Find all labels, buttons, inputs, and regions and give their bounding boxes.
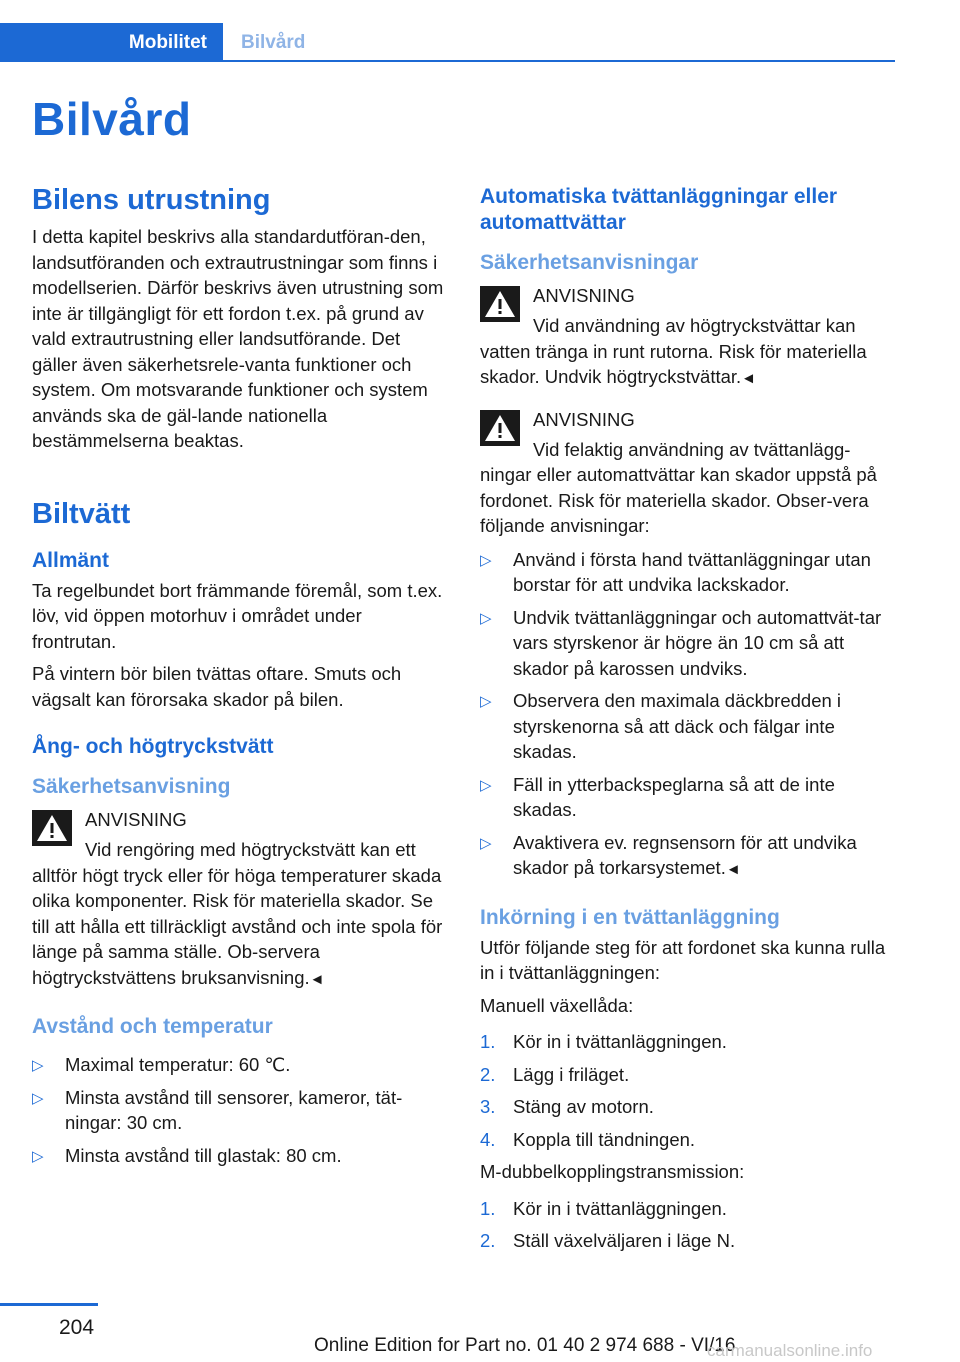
notice-label: ANVISNING bbox=[533, 285, 635, 306]
notice-label: ANVISNING bbox=[85, 809, 187, 830]
notice-text bbox=[480, 313, 895, 392]
notice-hogtryckstvattar bbox=[480, 284, 895, 392]
triangle-bullet-icon: ▷ bbox=[480, 609, 492, 627]
step-number: 1. bbox=[480, 1031, 496, 1052]
list-item bbox=[480, 830, 895, 883]
step-item bbox=[480, 1062, 895, 1088]
heading-sakerhetsanvisning: Säkerhetsanvisning bbox=[32, 775, 231, 798]
mdk-label: M-dubbelkopplingstransmission: bbox=[480, 1161, 745, 1182]
allmant-paragraph-2: På vintern bör bilen tvättas oftare. Smuts och vägsalt kan förorsaka skador på bilen. bbox=[32, 663, 402, 710]
end-marker: ◄ bbox=[309, 970, 325, 988]
triangle-bullet-icon: ▷ bbox=[480, 551, 492, 569]
page-title: Bilvård bbox=[32, 93, 192, 145]
notice-tvattanlaggningar bbox=[480, 408, 895, 539]
list-item bbox=[480, 772, 895, 823]
list-item-text: Minsta avstånd till glastak: 80 cm. bbox=[65, 1144, 342, 1166]
list-item bbox=[32, 1143, 447, 1169]
notice-body: Vid användning av högtryckstvättar kan vatten tränga in runt rutorna. Risk för materiella skador. Undvik högtryckstvättar. bbox=[480, 315, 867, 387]
tab-mobilitet[interactable]: Mobilitet bbox=[0, 23, 223, 62]
triangle-bullet-icon: ▷ bbox=[480, 834, 492, 852]
list-item bbox=[480, 605, 895, 682]
notice-label: ANVISNING bbox=[533, 408, 635, 430]
notice-text bbox=[32, 837, 447, 992]
step-number: 3. bbox=[480, 1096, 496, 1117]
allmant-paragraph-1: Ta regelbundet bort främmande föremål, som t.ex. löv, vid öppen motorhuv i området under frontrutan. bbox=[32, 579, 443, 652]
triangle-bullet-icon: ▷ bbox=[32, 1057, 44, 1074]
step-item bbox=[480, 1127, 895, 1153]
step-number: 2. bbox=[480, 1230, 496, 1251]
notice-hogtryckstvatt bbox=[32, 808, 447, 992]
warning-triangle-icon bbox=[32, 810, 72, 846]
notice-body: Vid rengöring med högtryckstvätt kan ett alltför högt tryck eller för höga temperaturer skada olika komponenter. Risk för materiella skador. Se till att hålla ett tillräckligt avstånd och inte spola för länge på samma ställe. Ob-servera högtryckstvättens bruksanvisning. bbox=[32, 839, 443, 988]
heading-inkorning: Inkörning i en tvättanläggning bbox=[480, 905, 780, 929]
list-item-text: Observera den maximala däckbredden i styrskenorna så att däck och fälgar inte skadas. bbox=[513, 690, 842, 762]
list-item bbox=[32, 1052, 447, 1078]
inkorning-paragraph: Utför följande steg för att fordonet ska kunna rulla in i tvättanläggningen: bbox=[480, 936, 886, 983]
triangle-bullet-icon: ▷ bbox=[32, 1147, 44, 1165]
step-item bbox=[480, 1196, 895, 1222]
warning-triangle-icon bbox=[480, 410, 520, 446]
manuell-steps bbox=[480, 1029, 895, 1152]
list-item-text: Undvik tvättanläggningar och automattvät-tar vars styrskenor är högre än 10 cm så att skador på karossen undviks. bbox=[513, 606, 882, 679]
avstand-list bbox=[32, 1052, 447, 1168]
tab-bilvard[interactable]: Bilvård bbox=[241, 31, 306, 53]
step-number: 1. bbox=[480, 1197, 496, 1219]
step-text: Ställ växelväljaren i läge N. bbox=[513, 1230, 736, 1251]
heading-avstand-temperatur: Avstånd och temperatur bbox=[32, 1015, 273, 1038]
watermark: carmanualsonline.info bbox=[707, 1341, 873, 1360]
step-number: 4. bbox=[480, 1128, 496, 1150]
step-number: 2. bbox=[480, 1063, 496, 1085]
footer-edition: Online Edition for Part no. 01 40 2 974 688 - VI/16 bbox=[314, 1335, 736, 1356]
list-item-text: Maximal temperatur: 60 ℃. bbox=[65, 1054, 291, 1075]
step-text: Stäng av motorn. bbox=[513, 1096, 654, 1117]
page-number: 204 bbox=[59, 1316, 95, 1339]
footer-rule bbox=[0, 1303, 98, 1306]
list-item-text: Avaktivera ev. regnsensorn för att undvika skador på torkarsystemet. bbox=[513, 831, 857, 878]
step-text: Kör in i tvättanläggningen. bbox=[513, 1197, 727, 1219]
triangle-bullet-icon: ▷ bbox=[32, 1089, 44, 1107]
bilens-utrustning-text: I detta kapitel beskrivs alla standardutföran-den, landsutföranden och extrautrustningar som finns i modellserien. Därför beskrivs även utrustning som inte är tillgängligt för ett fordon t.ex. på grund av vald extrautrustning eller landsutförande. Det gäller även säkerhetsrele-vanta funktioner och system. Om motsvarande funktioner och system används ska de gäl-lande nationella bestämmelserna beaktas. bbox=[32, 226, 444, 451]
step-text: Kör in i tvättanläggningen. bbox=[513, 1031, 727, 1052]
step-item bbox=[480, 1029, 895, 1055]
heading-sakerhetsanvisningar: Säkerhetsanvisningar bbox=[480, 251, 699, 274]
step-item bbox=[480, 1228, 895, 1254]
step-text: Koppla till tändningen. bbox=[513, 1128, 696, 1150]
triangle-bullet-icon: ▷ bbox=[480, 693, 492, 710]
step-item bbox=[480, 1094, 895, 1120]
top-navigation bbox=[0, 0, 895, 62]
nav-rule bbox=[0, 60, 895, 62]
manuell-label: Manuell växellåda: bbox=[480, 994, 634, 1016]
subsection-title-ang-hogtryck: Ång- och högtryckstvätt bbox=[32, 735, 274, 758]
notice-text: Vid felaktig användning av tvättanlägg-ningar eller automattvättar kan skador uppstå på fordonet. Risk för materiella skador. Obser-vera följande anvisningar: bbox=[480, 438, 877, 536]
right-column bbox=[480, 184, 895, 1261]
subsection-title-automatiska: Automatiska tvättanläggningar eller automattvättar bbox=[480, 185, 838, 234]
section-title-biltvatt: Biltvätt bbox=[32, 497, 131, 530]
list-item bbox=[480, 547, 895, 598]
mdk-steps bbox=[480, 1196, 895, 1254]
list-item-text: Använd i första hand tvättanläggningar utan borstar för att undvika lackskador. bbox=[513, 548, 871, 595]
subsection-title-allmant: Allmänt bbox=[32, 548, 110, 572]
left-column bbox=[32, 182, 447, 1175]
end-marker: ◄ bbox=[725, 861, 741, 878]
step-text: Lägg i friläget. bbox=[513, 1063, 630, 1085]
section-title-bilens-utrustning: Bilens utrustning bbox=[32, 184, 271, 216]
tvatt-list bbox=[480, 547, 895, 883]
end-marker: ◄ bbox=[741, 370, 757, 387]
list-item bbox=[480, 688, 895, 765]
list-item bbox=[32, 1085, 447, 1136]
list-item-text: Minsta avstånd till sensorer, kameror, tät-ningar: 30 cm. bbox=[65, 1086, 403, 1133]
warning-triangle-icon bbox=[480, 286, 520, 322]
triangle-bullet-icon: ▷ bbox=[480, 776, 492, 794]
list-item-text: Fäll in ytterbackspeglarna så att de inte skadas. bbox=[513, 773, 835, 820]
